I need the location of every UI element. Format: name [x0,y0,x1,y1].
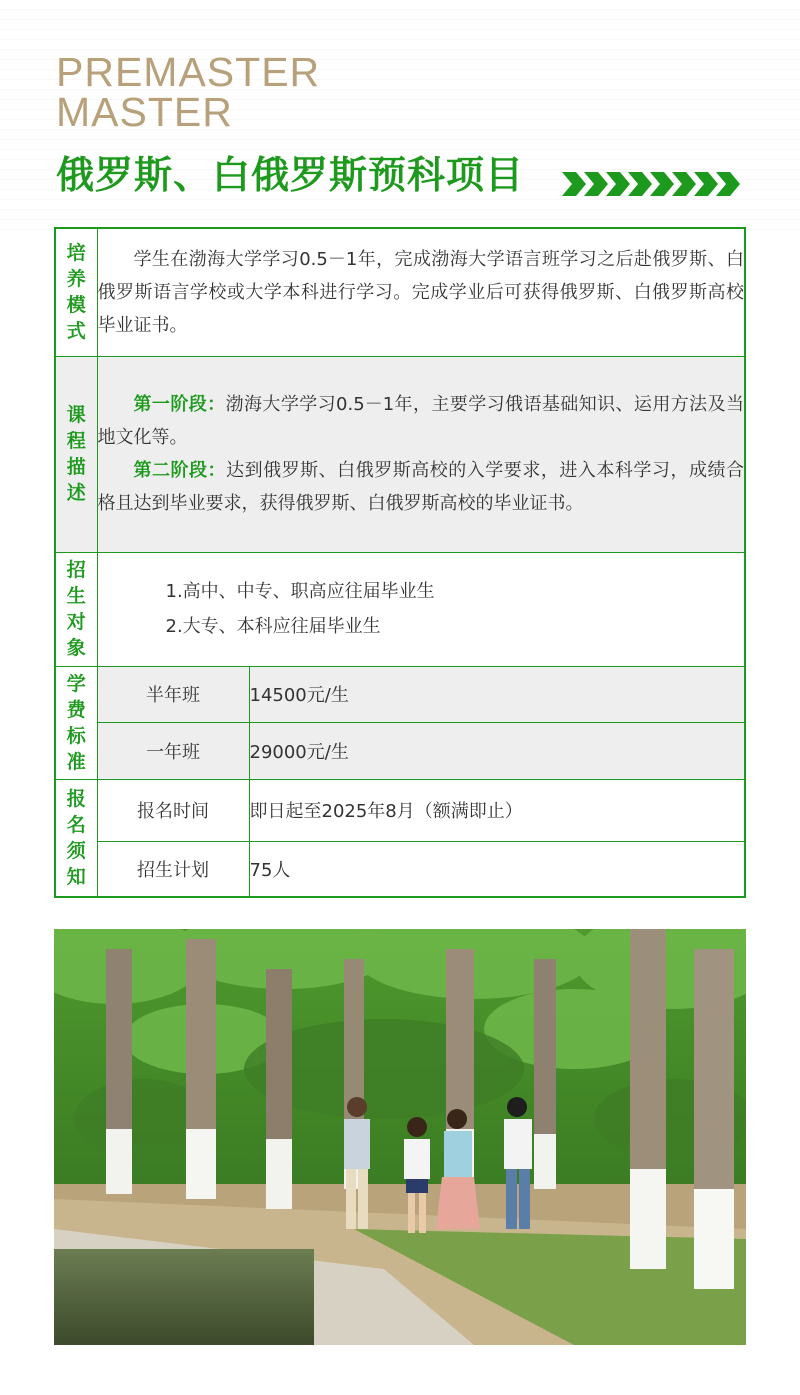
notice-row [55,841,745,897]
eyebrow-heading [56,49,321,135]
stage-1-title: 第一阶段： [133,394,226,415]
row-course [55,356,745,552]
label-char: 述 [66,482,86,504]
label-training-mode [55,228,97,356]
notice-name: 报名时间 [97,779,249,841]
stage-2-paragraph [98,454,745,520]
label-char: 描 [66,456,86,478]
stage-2-title: 第二阶段： [133,460,227,481]
tuition-name: 半年班 [97,666,249,722]
label-char: 生 [66,585,86,607]
label-char: 养 [66,268,86,291]
chevrons-icon [562,170,740,198]
row-enroll-target [55,552,745,666]
eyebrow-line-2: MASTER [56,89,233,135]
notice-value: 75人 [249,841,745,897]
tuition-value: 29000元/生 [249,722,745,779]
enroll-target-item: 2.大专、本科应往届毕业生 [165,616,381,637]
tuition-row [55,666,745,722]
label-char: 式 [66,320,86,343]
program-info-table [54,227,746,898]
stage-1-paragraph [98,388,745,454]
tuition-name: 一年班 [97,722,249,779]
label-enroll-target [55,552,97,666]
label-tuition [55,666,97,779]
tuition-row [55,722,745,779]
training-mode-text [97,228,745,356]
label-notice [55,779,97,897]
stage-2-text: 达到俄罗斯、白俄罗斯高校的入学要求，进入本科学习，成绩合格且达到毕业要求，获得俄罗斯、白俄罗斯高校的毕业证书。 [97,460,744,514]
enroll-target-item: 1.高中、中专、职高应往届毕业生 [165,581,435,602]
label-char: 学 [66,672,86,695]
title-row [56,150,756,202]
row-training-mode [55,228,745,356]
label-course [55,356,97,552]
label-char: 课 [66,404,86,426]
campus-photo-illustration [54,929,746,1345]
eyebrow-line-1: PREMASTER [56,49,321,95]
page-title: 俄罗斯、白俄罗斯预科项目 [56,153,525,197]
label-char: 须 [66,839,86,862]
label-char: 知 [66,865,86,888]
label-char: 标 [66,724,86,747]
label-char: 象 [66,637,86,659]
training-mode-paragraph: 学生在渤海大学学习0.5－1年，完成渤海大学语言班学习之后赴俄罗斯、白俄罗斯语言学校或大学本科进行学习。完成学业后可获得俄罗斯、白俄罗斯高校毕业证书。 [97,248,744,336]
notice-row [55,779,745,841]
tuition-value: 14500元/生 [249,666,745,722]
label-char: 模 [66,294,86,317]
label-char: 对 [66,611,86,633]
label-char: 名 [66,813,86,836]
label-char: 程 [66,430,86,452]
label-char: 报 [66,787,86,810]
label-char: 招 [66,559,86,581]
campus-photo [54,929,746,1345]
enroll-target-list [97,552,745,666]
label-char: 培 [66,242,86,265]
course-text [97,356,745,552]
label-char: 费 [66,698,86,721]
stage-1-text: 渤海大学学习0.5－1年，主要学习俄语基础知识、运用方法及当地文化等。 [97,394,745,448]
notice-value: 即日起至2025年8月（额满即止） [249,779,745,841]
label-char: 准 [66,750,86,773]
notice-name: 招生计划 [97,841,249,897]
